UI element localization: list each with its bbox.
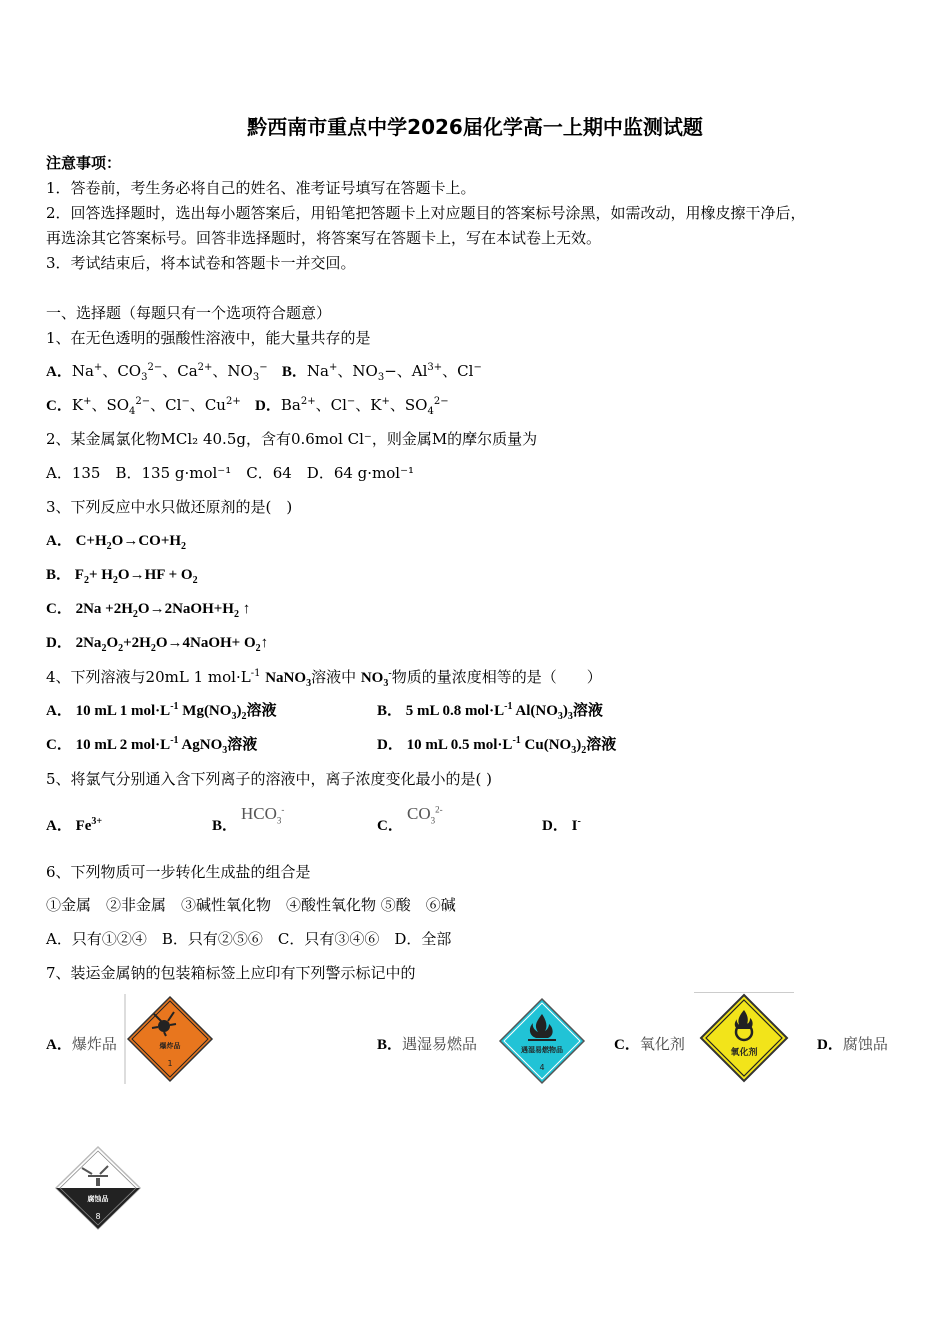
q7-option-a: A．爆炸品: [46, 1035, 117, 1053]
explosive-sign-text: 爆炸品: [159, 1042, 181, 1050]
q4-stem: 4、下列溶液与20mL 1 $mol\cdot L^{-1}$ NaNO$_3$溶液中 $NO_3^-$物质的量浓度相等的是（ ）: [46, 668, 602, 689]
corrosive-sign-text: 腐蚀品: [87, 1195, 109, 1203]
q1-stem: 1、在无色透明的强酸性溶液中，能大量共存的是: [46, 329, 371, 347]
q1-options-cd: C．K+、$SO_4^{2-}$、Cl−、$Cu^{2+}$ D．$Ba^{2+}$、Cl−、K+、$SO_4^{2-}$: [46, 396, 449, 417]
q2-options: A．135 B．135 g·mol⁻¹ C．64 D．64 g·mol⁻¹: [46, 464, 415, 482]
q5-option-c-label: C．: [377, 818, 403, 834]
notice-heading: 注意事项：: [46, 154, 122, 172]
explosive-sign-num: 1: [167, 1059, 173, 1068]
q4-option-b: B． 5 mL 0.8 $mol\cdot L^{-1}$ $Al(NO_3)_3$溶液: [377, 701, 603, 722]
water-reactive-sign-text: 遇湿易燃物品: [521, 1046, 563, 1054]
q1-options-ab: A．Na+、$CO_3^{2-}$、$Ca^{2+}$、$NO_3^-$ B．Na+、$NO_3-$、$Al^{3+}$、Cl−: [46, 362, 482, 383]
q4-option-c: C． 10 mL 2 $mol\cdot L^{-1}$ AgNO$_3$溶液: [46, 735, 258, 756]
water-reactive-sign-num: 4: [539, 1063, 545, 1072]
corrosive-warning-sign-icon: [52, 1144, 144, 1232]
explosive-warning-sign-icon: [124, 994, 216, 1084]
q5-option-b-formula: $HCO_3^-$: [241, 804, 285, 826]
q5-option-c-formula: $CO_3^{2-}$: [407, 804, 443, 826]
q3-option-a: A． $C+H_2O\to CO+H_2$: [46, 533, 187, 552]
q4-option-a: A． 10 mL 1 $mol\cdot L^{-1}$ $Mg(NO_3)_2$溶液: [46, 701, 277, 722]
q5-option-d: D． I-: [542, 816, 581, 834]
q3-option-c: C． $2Na +2H_2O\to 2NaOH+H_2$ ↑: [46, 601, 251, 620]
q3-stem: 3、下列反应中水只做还原剂的是( ): [46, 498, 293, 516]
q7-option-d: D．腐蚀品: [817, 1035, 888, 1053]
q3-option-b: B． $F_2+ H_2O\to HF + O_2$: [46, 567, 198, 586]
q7-option-c: C．氧化剂: [614, 1035, 685, 1053]
notice-item-1: 1．答卷前，考生务必将自己的姓名、准考证号填写在答题卡上。: [46, 179, 476, 197]
q3-option-d: D． $2Na_2O_2+2H_2O\to 4NaOH+$ $O_2↑$: [46, 635, 269, 654]
q6-items: ①金属 ②非金属 ③碱性氧化物 ④酸性氧化物 ⑤酸 ⑥碱: [46, 896, 456, 914]
q4-option-d: D． 10 mL 0.5 $mol\cdot L^{-1}$ $Cu(NO_3)_2$溶液: [377, 735, 617, 756]
q5-stem: 5、将氯气分别通入含下列离子的溶液中，离子浓度变化最小的是( ): [46, 770, 493, 788]
oxidizer-sign-text: 氧化剂: [730, 1048, 758, 1058]
section-heading: 一、选择题（每题只有一个选项符合题意）: [46, 304, 332, 322]
page-title: 黔西南市重点中学2026届化学高一上期中监测试题: [247, 115, 703, 139]
q7-stem: 7、装运金属钠的包装箱标签上应印有下列警示标记中的: [46, 964, 416, 982]
notice-item-2: 2．回答选择题时，选出每小题答案后，用铅笔把答题卡上对应题目的答案标号涂黑，如需改动，用橡皮擦干净后，: [46, 204, 806, 222]
q6-stem: 6、下列物质可一步转化生成盐的组合是: [46, 863, 311, 881]
oxidizer-warning-sign-icon: [694, 992, 794, 1084]
q7-option-b: B．遇湿易燃品: [377, 1035, 478, 1053]
q6-options: A．只有①②④ B．只有②⑤⑥ C．只有③④⑥ D．全部: [46, 930, 452, 948]
q2-stem: 2、某金属氯化物MCl₂ 40.5g，含有0.6mol Cl⁻，则金属M的摩尔质量为: [46, 430, 538, 448]
water-reactive-warning-sign-icon: [496, 996, 588, 1086]
q5-option-a: A． $Fe^{3+}$: [46, 816, 103, 834]
corrosive-sign-num: 8: [95, 1212, 101, 1221]
q5-option-b-label: B．: [212, 818, 238, 834]
notice-item-3: 3．考试结束后，将本试卷和答题卡一并交回。: [46, 254, 356, 272]
notice-item-2-cont: 再选涂其它答案标号。回答非选择题时，将答案写在答题卡上，写在本试卷上无效。: [46, 229, 602, 247]
